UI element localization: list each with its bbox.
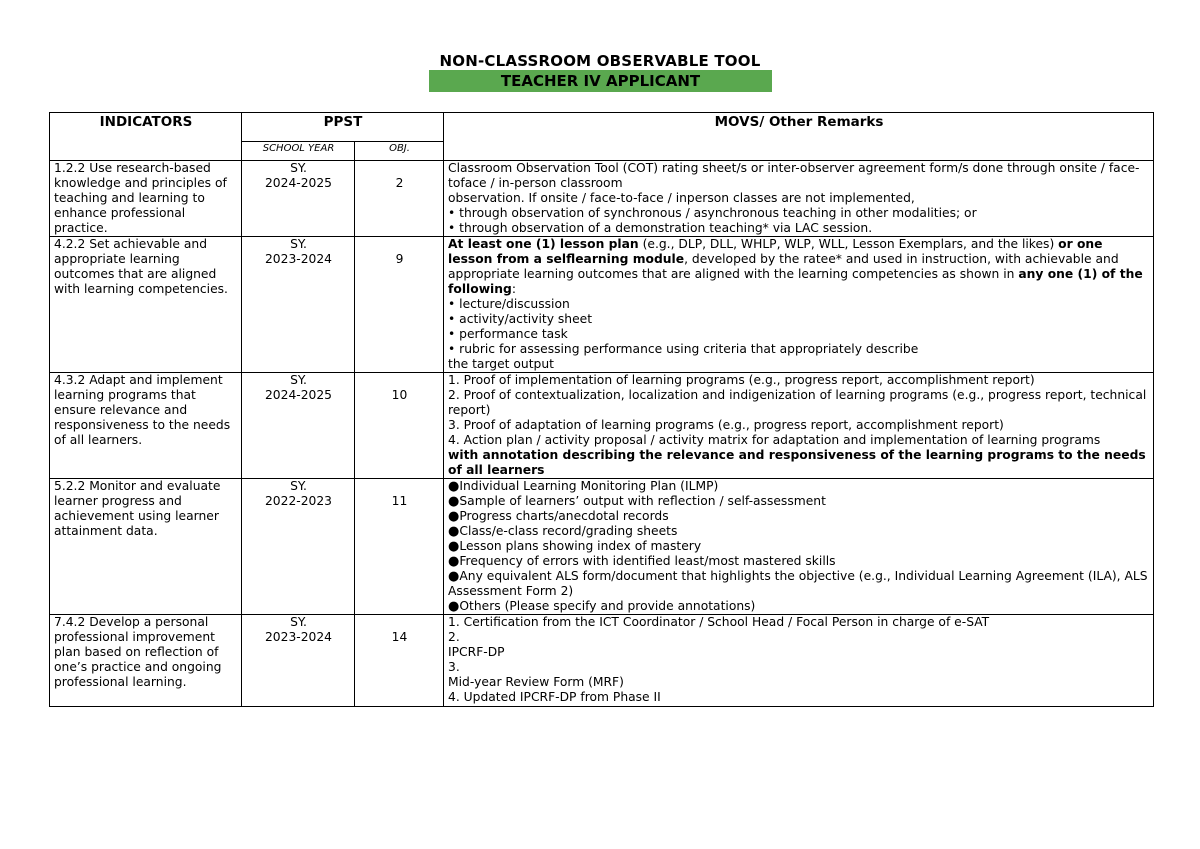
movs-bold-text: At least one (1) lesson plan xyxy=(448,237,639,251)
table-row xyxy=(50,615,1154,707)
movs-line: 4. Action plan / activity proposal / activity matrix for adaptation and implementation of learning programs xyxy=(448,433,1101,447)
movs-list-item: • activity/activity sheet xyxy=(448,312,593,326)
bullet-icon: ● xyxy=(448,479,460,494)
movs-bold-text: with annotation describing the relevance and responsiveness of the learning programs to the needs of all learners xyxy=(448,448,1146,477)
movs-list-item xyxy=(448,479,1150,494)
obj-cell: 11 xyxy=(355,479,444,615)
bullet-icon: ● xyxy=(448,599,460,614)
movs-cell xyxy=(444,237,1154,373)
movs-line: 4. Updated IPCRF-DP from Phase II xyxy=(448,690,661,704)
movs-list-text: Others (Please specify and provide annotations) xyxy=(459,599,756,613)
sy-value: 2022-2023 xyxy=(264,494,333,508)
movs-line: 3. xyxy=(448,660,460,674)
movs-list-item xyxy=(448,599,1150,614)
sy-value: 2024-2025 xyxy=(264,176,333,190)
header-indicators: INDICATORS xyxy=(50,113,242,161)
movs-bold-text: any one (1) of the following xyxy=(448,267,1143,296)
header-ppst: PPST xyxy=(242,113,444,142)
movs-line: 1. Certification from the ICT Coordinator / School Head / Focal Person in charge of e-SAT xyxy=(448,615,990,629)
sy-value: 2023-2024 xyxy=(264,630,333,644)
bullet-icon: ● xyxy=(448,554,460,569)
table-row xyxy=(50,237,1154,373)
movs-list-text: Lesson plans showing index of mastery xyxy=(459,539,702,553)
obj-cell: 10 xyxy=(355,373,444,479)
sy-value: 2023-2024 xyxy=(264,252,333,266)
movs-list-item: the target output xyxy=(448,357,554,371)
movs-list-text: Progress charts/anecdotal records xyxy=(459,509,669,523)
movs-line: Mid-year Review Form (MRF) xyxy=(448,675,624,689)
movs-line: • through observation of a demonstration teaching* via LAC session. xyxy=(448,221,873,235)
observable-tool-table xyxy=(49,112,1154,707)
header-movs: MOVS/ Other Remarks xyxy=(444,113,1154,161)
sy-label: SY. xyxy=(290,615,307,629)
document-subtitle-banner: TEACHER IV APPLICANT xyxy=(429,70,772,92)
school-year-cell xyxy=(242,237,355,373)
school-year-cell xyxy=(242,479,355,615)
school-year-cell xyxy=(242,161,355,237)
movs-bold-text: or one lesson from a selflearning module xyxy=(448,237,1103,266)
table-row xyxy=(50,479,1154,615)
bullet-icon: ● xyxy=(448,509,460,524)
movs-text: , developed by the ratee* and used in instruction, with achievable and appropriate learning outcomes that are aligned with the learning competencies as shown in xyxy=(448,252,1119,281)
movs-list-item xyxy=(448,569,1150,599)
school-year-cell xyxy=(242,615,355,707)
movs-list-item xyxy=(448,509,1150,524)
bullet-icon: ● xyxy=(448,494,460,509)
sy-label: SY. xyxy=(290,161,307,175)
movs-line: 3. Proof of adaptation of learning programs (e.g., progress report, accomplishment report) xyxy=(448,418,1004,432)
movs-list-item xyxy=(448,494,1150,509)
movs-list-text: Frequency of errors with identified least/most mastered skills xyxy=(459,554,836,568)
obj-cell: 2 xyxy=(355,161,444,237)
bullet-icon: ● xyxy=(448,524,460,539)
movs-cell xyxy=(444,373,1154,479)
movs-line: 2. Proof of contextualization, localization and indigenization of learning programs (e.g., progress report, technical report) xyxy=(448,388,1147,417)
movs-line: 2. xyxy=(448,630,460,644)
sy-label: SY. xyxy=(290,237,307,251)
movs-line: 1. Proof of implementation of learning programs (e.g., progress report, accomplishment report) xyxy=(448,373,1035,387)
indicator-cell: 5.2.2 Monitor and evaluate learner progress and achievement using learner attainment data. xyxy=(50,479,242,615)
movs-line: • through observation of synchronous / asynchronous teaching in other modalities; or xyxy=(448,206,977,220)
movs-cell xyxy=(444,615,1154,707)
indicator-cell: 4.2.2 Set achievable and appropriate learning outcomes that are aligned with learning competencies. xyxy=(50,237,242,373)
movs-list-text: Any equivalent ALS form/document that highlights the objective (e.g., Individual Learning Agreement (ILA), ALS Assessment Form 2) xyxy=(448,569,1148,598)
movs-list-item xyxy=(448,524,1150,539)
movs-text: : xyxy=(511,282,516,296)
header-obj: OBJ. xyxy=(355,142,444,161)
obj-cell: 14 xyxy=(355,615,444,707)
obj-cell: 9 xyxy=(355,237,444,373)
sy-value: 2024-2025 xyxy=(264,388,333,402)
bullet-icon: ● xyxy=(448,569,460,584)
movs-line: IPCRF-DP xyxy=(448,645,505,659)
table-row xyxy=(50,373,1154,479)
movs-list-item: • performance task xyxy=(448,327,568,341)
indicator-cell: 1.2.2 Use research-based knowledge and principles of teaching and learning to enhance professional practice. xyxy=(50,161,242,237)
movs-list-item: • lecture/discussion xyxy=(448,297,570,311)
indicator-cell: 4.3.2 Adapt and implement learning programs that ensure relevance and responsiveness to the needs of all learners. xyxy=(50,373,242,479)
movs-paragraph xyxy=(448,237,1143,296)
movs-list-text: Sample of learners’ output with reflection / self-assessment xyxy=(459,494,826,508)
bullet-icon: ● xyxy=(448,539,460,554)
indicator-cell: 7.4.2 Develop a personal professional improvement plan based on reflection of one’s practice and ongoing professional learning. xyxy=(50,615,242,707)
document-title: NON-CLASSROOM OBSERVABLE TOOL xyxy=(439,52,761,70)
movs-list-text: Individual Learning Monitoring Plan (ILMP) xyxy=(459,479,719,493)
sy-label: SY. xyxy=(290,373,307,387)
movs-list-item: • rubric for assessing performance using criteria that appropriately describe xyxy=(448,342,919,356)
movs-cell xyxy=(444,161,1154,237)
movs-line: observation. If onsite / face-to-face / inperson classes are not implemented, xyxy=(448,191,915,205)
movs-list-item xyxy=(448,554,1150,569)
movs-text: (e.g., DLP, DLL, WHLP, WLP, WLL, Lesson Exemplars, and the likes) xyxy=(638,237,1059,251)
movs-cell xyxy=(444,479,1154,615)
movs-line: Classroom Observation Tool (COT) rating sheet/s or inter-observer agreement form/s done through onsite / face-toface / in-person classroom xyxy=(448,161,1140,190)
sy-label: SY. xyxy=(290,479,307,493)
header-school-year: SCHOOL YEAR xyxy=(242,142,355,161)
table-row xyxy=(50,161,1154,237)
movs-list-item xyxy=(448,539,1150,554)
school-year-cell xyxy=(242,373,355,479)
movs-list-text: Class/e-class record/grading sheets xyxy=(459,524,678,538)
